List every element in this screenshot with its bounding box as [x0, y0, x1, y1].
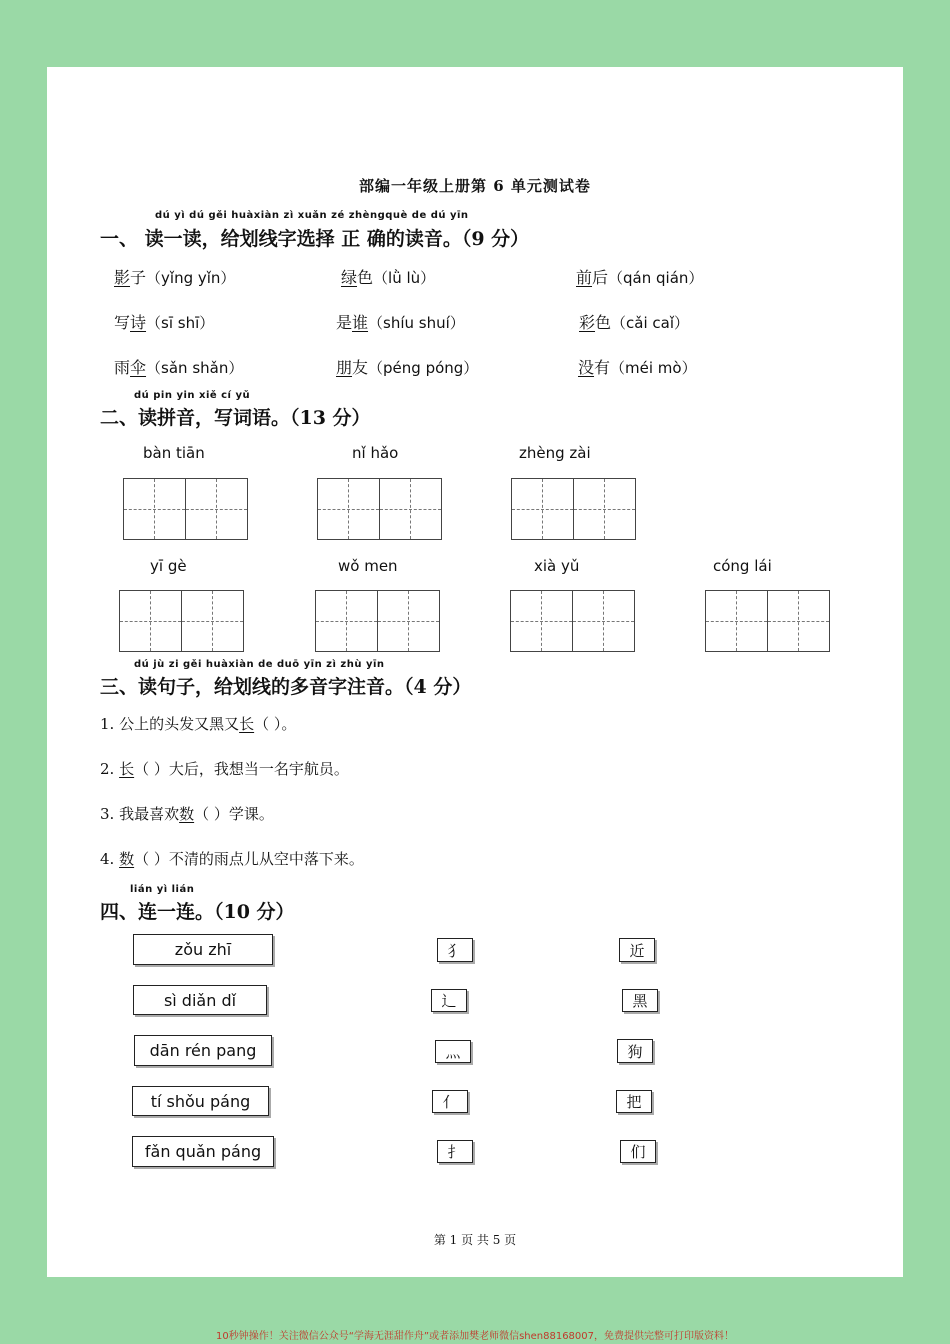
pinyin-box[interactable]: dān rén pang: [134, 1035, 272, 1066]
word-pinyin: wǒ men: [338, 557, 398, 575]
word-pinyin: zhèng zài: [519, 444, 591, 462]
radical-box[interactable]: 辶: [431, 989, 467, 1012]
pinyin-box[interactable]: fǎn quǎn páng: [132, 1136, 274, 1167]
s1-item: 彩色（cǎi caǐ）: [579, 313, 690, 332]
section4-pinyin: lián yì lián: [130, 884, 195, 895]
tianzige-grid[interactable]: [315, 590, 440, 652]
word-pinyin: bàn tiān: [143, 444, 205, 462]
sentence: 2. 长（ ）大后，我想当一名宇航员。: [100, 760, 349, 778]
section1-pinyin: dú yì dú gěi huàxiàn zì xuǎn zé zhèngquè de dú yīn: [155, 210, 469, 221]
pinyin-box[interactable]: sì diǎn dǐ: [133, 985, 267, 1015]
section2-pinyin: dú pin yin xiě cí yǔ: [134, 390, 251, 401]
tianzige-grid[interactable]: [119, 590, 244, 652]
char-box[interactable]: 狗: [617, 1039, 653, 1063]
tianzige-grid[interactable]: [511, 478, 636, 540]
tianzige-grid[interactable]: [510, 590, 635, 652]
sentence: 1. 公上的头发又黑又长（ ）。: [100, 715, 297, 733]
s1-item: 没有（méi mò）: [578, 358, 697, 377]
sentence: 4. 数（ ）不清的雨点儿从空中落下来。: [100, 850, 364, 868]
char-box[interactable]: 们: [620, 1140, 656, 1163]
char-box[interactable]: 把: [616, 1090, 652, 1113]
char-box[interactable]: 近: [619, 938, 655, 962]
section1-heading: 一、 读一读，给划线字选择 正 确的读音。（9 分）: [100, 228, 530, 250]
pinyin-box[interactable]: tí shǒu páng: [132, 1086, 269, 1116]
tianzige-grid[interactable]: [705, 590, 830, 652]
s1-item: 影子（yǐng yǐn）: [114, 268, 236, 287]
section4-heading: 四、连一连。（10 分）: [100, 901, 295, 923]
section3-pinyin: dú jù zi gěi huàxiàn de duō yīn zì zhù yīn: [134, 659, 385, 670]
sentence: 3. 我最喜欢数（ ）学课。: [100, 805, 274, 823]
radical-box[interactable]: 亻: [432, 1090, 468, 1113]
pinyin-box[interactable]: zǒu zhī: [133, 934, 273, 965]
word-pinyin: yī gè: [150, 557, 187, 575]
section3-heading: 三、读句子，给划线的多音字注音。（4 分）: [100, 676, 472, 698]
char-box[interactable]: 黑: [622, 989, 658, 1012]
section2-heading: 二、读拼音，写词语。（13 分）: [100, 407, 371, 429]
radical-box[interactable]: 扌: [437, 1140, 473, 1163]
page-title: 部编一年级上册第 6 单元测试卷: [359, 177, 591, 195]
s1-item: 前后（qán qián）: [576, 268, 704, 287]
s1-item: 朋友（péng póng）: [336, 358, 479, 377]
s1-item: 是谁（shíu shuí）: [336, 313, 465, 332]
radical-box[interactable]: 灬: [435, 1040, 471, 1063]
promo-banner: 10秒钟操作！关注微信公众号“学海无涯甜作舟”或者添加樊老师微信shen88168007，免费提供完整可打印版资料！: [215, 1331, 735, 1342]
radical-box[interactable]: 犭: [437, 938, 473, 962]
page-number: 第 1 页 共 5 页: [433, 1233, 517, 1247]
s1-item: 雨伞（sǎn shǎn）: [114, 358, 244, 377]
tianzige-grid[interactable]: [123, 478, 248, 540]
word-pinyin: xià yǔ: [534, 557, 580, 575]
s1-item: 绿色（lǜ lù）: [341, 268, 436, 287]
tianzige-grid[interactable]: [317, 478, 442, 540]
word-pinyin: nǐ hǎo: [352, 444, 399, 462]
word-pinyin: cóng lái: [713, 557, 772, 575]
s1-item: 写诗（sī shī）: [114, 313, 215, 332]
